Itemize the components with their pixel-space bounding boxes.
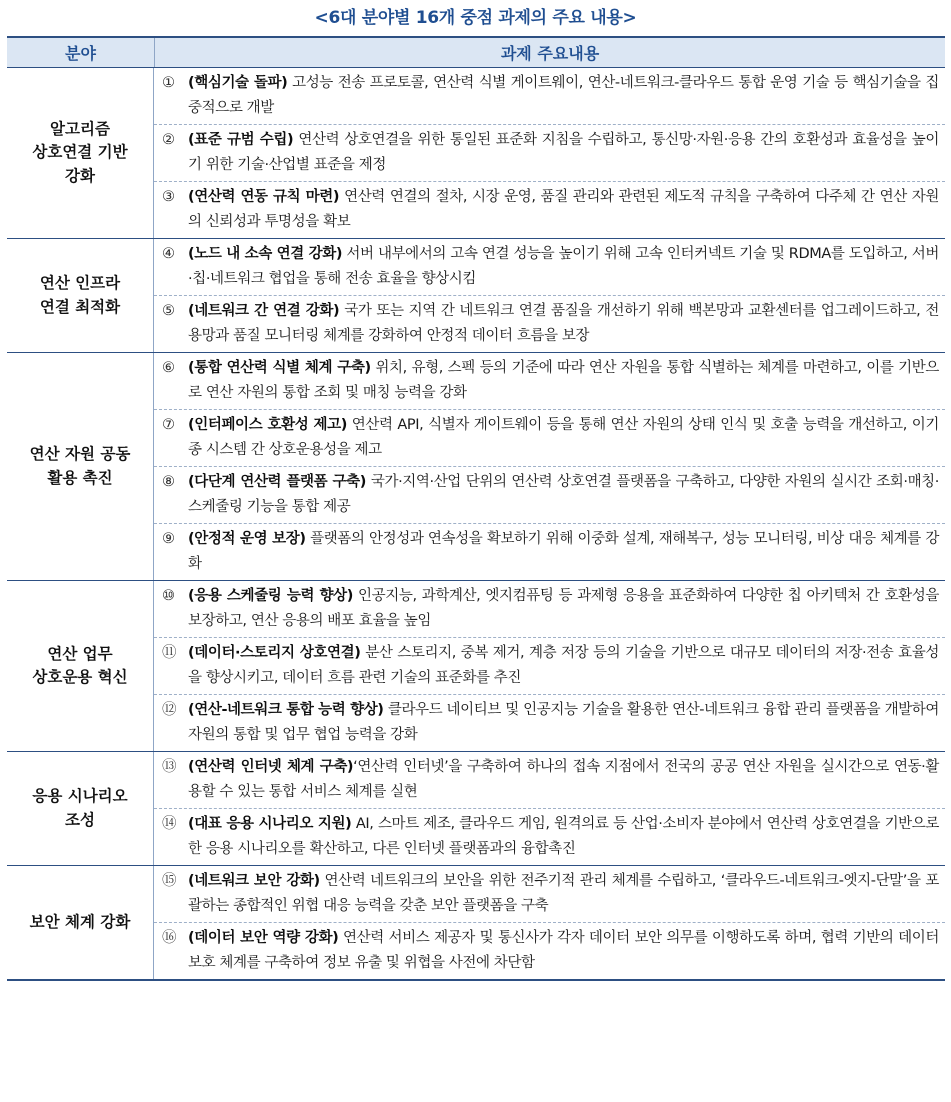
table-header <box>7 38 945 68</box>
task-number: ⑫ <box>162 702 177 718</box>
table-group <box>7 239 945 353</box>
task-text: 연산력 연결의 절차, 시장 운영, 품질 관리와 관련된 제도적 규칙을 구축하여 다주체 간 연산 자원의 신뢰성과 투명성을 확보 <box>188 189 939 230</box>
task-text: 국가 또는 지역 간 네트워크 연결 품질을 개선하기 위해 백본망과 교환센터를 업그레이드하고, 전용망과 품질 모니터링 체계를 강화하여 안정적 데이터 흐름을 보장 <box>188 303 939 344</box>
table-group <box>7 353 945 581</box>
task-item <box>154 638 945 695</box>
task-item <box>154 524 945 580</box>
task-list <box>154 752 945 865</box>
task-item <box>154 68 945 125</box>
task-title: (데이터·스토리지 상호연결) <box>188 645 361 661</box>
task-text: 플랫폼의 안정성과 연속성을 확보하기 위해 이중화 설계, 재해복구, 성능 모니터링, 비상 대응 체계를 강화 <box>188 531 939 572</box>
area-cell: 연산 인프라 연결 최적화 <box>7 239 154 352</box>
task-item <box>154 410 945 467</box>
task-item <box>154 752 945 809</box>
table-group <box>7 752 945 866</box>
task-title: (안정적 운영 보장) <box>188 531 306 547</box>
task-number: ③ <box>162 189 175 205</box>
task-title: (다단계 연산력 플랫폼 구축) <box>188 474 366 490</box>
task-list <box>154 581 945 751</box>
task-text: 연산력 네트워크의 보안을 위한 전주기적 관리 체계를 수립하고, ‘클라우드-네트워크-엣지-단말’을 포괄하는 종합적인 위협 대응 능력을 갖춘 보안 플랫폼을 구축 <box>188 873 939 914</box>
task-number: ⑮ <box>162 873 177 889</box>
task-list <box>154 353 945 580</box>
task-text: 연산력 상호연결을 위한 통일된 표준화 지침을 수립하고, 통신망·자원·응용 간의 호환성과 효율성을 높이기 위한 기술·산업별 표준을 제정 <box>188 132 939 173</box>
area-cell: 연산 업무 상호운용 혁신 <box>7 581 154 751</box>
task-number: ⑨ <box>162 531 175 547</box>
task-number: ⑤ <box>162 303 175 319</box>
task-number: ⑯ <box>162 930 177 946</box>
table-group <box>7 866 945 979</box>
task-number: ① <box>162 75 175 91</box>
task-list <box>154 866 945 979</box>
task-text: 서버 내부에서의 고속 연결 성능을 높이기 위해 고속 인터커넥트 기술 및 RDMA를 도입하고, 서버·칩·네트워크 협업을 통해 전송 효율을 향상시킴 <box>188 246 939 287</box>
task-item <box>154 239 945 296</box>
task-title: (인터페이스 호환성 제고) <box>188 417 347 433</box>
task-number: ② <box>162 132 175 148</box>
task-title: (표준 규범 수립) <box>188 132 294 148</box>
task-number: ⑥ <box>162 360 175 376</box>
area-cell: 응용 시나리오 조성 <box>7 752 154 865</box>
task-text: 인공지능, 과학계산, 엣지컴퓨팅 등 과제형 응용을 표준화하여 다양한 칩 아키텍처 간 호환성을 보장하고, 연산 응용의 배포 효율을 높임 <box>188 588 940 629</box>
task-item <box>154 581 945 638</box>
task-title: (핵심기술 돌파) <box>188 75 288 91</box>
task-item <box>154 695 945 751</box>
task-text: ‘연산력 인터넷’을 구축하여 하나의 접속 지점에서 전국의 공공 연산 자원을 실시간으로 연동·활용할 수 있는 통합 서비스 체계를 실현 <box>188 759 939 800</box>
task-title: (연산-네트워크 통합 능력 향상) <box>188 702 384 718</box>
task-item <box>154 182 945 238</box>
task-number: ④ <box>162 246 175 262</box>
task-number: ⑪ <box>162 645 177 661</box>
task-title: (네트워크 보안 강화) <box>188 873 320 889</box>
task-item <box>154 866 945 923</box>
task-title: (연산력 인터넷 체계 구축) <box>188 759 354 775</box>
task-number: ⑭ <box>162 816 177 832</box>
task-text: 분산 스토리지, 중복 제거, 계층 저장 등의 기술을 기반으로 대규모 데이터의 저장·전송 효율성을 향상시키고, 데이터 흐름 관련 기술의 표준화를 추진 <box>188 645 939 686</box>
task-item <box>154 467 945 524</box>
task-text: 클라우드 네이티브 및 인공지능 기술을 활용한 연산-네트워크 융합 관리 플랫폼을 개발하여 자원의 통합 및 업무 협업 능력을 강화 <box>188 702 939 743</box>
task-text: 연산력 API, 식별자 게이트웨이 등을 통해 연산 자원의 상태 인식 및 호출 능력을 개선하고, 이기종 시스템 간 상호운용성을 제고 <box>188 417 939 458</box>
task-list <box>154 68 945 238</box>
task-title: (네트워크 간 연결 강화) <box>188 303 340 319</box>
task-text: 국가·지역·산업 단위의 연산력 상호연결 플랫폼을 구축하고, 다양한 자원의 실시간 조회·매칭·스케줄링 기능을 통합 제공 <box>188 474 939 515</box>
area-cell: 알고리즘 상호연결 기반 강화 <box>7 68 154 238</box>
task-title: (데이터 보안 역량 강화) <box>188 930 339 946</box>
task-title: (응용 스케줄링 능력 향상) <box>188 588 353 604</box>
task-text: 연산력 서비스 제공자 및 통신사가 각자 데이터 보안 의무를 이행하도록 하며, 협력 기반의 데이터 보호 체계를 구축하여 정보 유출 및 위협을 사전에 차단함 <box>188 930 939 971</box>
table-group <box>7 68 945 239</box>
task-number: ⑦ <box>162 417 175 433</box>
task-title: (연산력 연동 규칙 마련) <box>188 189 340 205</box>
task-item <box>154 296 945 352</box>
task-table <box>7 36 945 981</box>
table-group <box>7 581 945 752</box>
header-content: 과제 주요내용 <box>500 44 600 63</box>
task-number: ⑩ <box>162 588 175 604</box>
task-item <box>154 125 945 182</box>
task-text: 고성능 전송 프로토콜, 연산력 식별 게이트웨이, 연산-네트워크-클라우드 통합 운영 기술 등 핵심기술을 집중적으로 개발 <box>188 75 939 116</box>
task-number: ⑬ <box>162 759 177 775</box>
page-title: <6대 분야별 16개 중점 과제의 주요 내용> <box>314 8 637 28</box>
area-cell: 연산 자원 공동 활용 촉진 <box>7 353 154 580</box>
task-title: (대표 응용 시나리오 지원) <box>188 816 352 832</box>
header-area: 분야 <box>7 38 155 67</box>
task-title: (통합 연산력 식별 체계 구축) <box>188 360 371 376</box>
task-item <box>154 923 945 979</box>
task-text: 위치, 유형, 스펙 등의 기준에 따라 연산 자원을 통합 식별하는 체계를 마련하고, 이를 기반으로 연산 자원의 통합 조회 및 매칭 능력을 강화 <box>188 360 939 401</box>
task-title: (노드 내 소속 연결 강화) <box>188 246 343 262</box>
task-text: AI, 스마트 제조, 클라우드 게임, 원격의료 등 산업·소비자 분야에서 연산력 상호연결을 기반으로 한 응용 시나리오를 확산하고, 다른 인터넷 플랫폼과의 융합촉진 <box>188 816 940 857</box>
task-item <box>154 809 945 865</box>
task-item <box>154 353 945 410</box>
area-cell: 보안 체계 강화 <box>7 866 154 979</box>
task-list <box>154 239 945 352</box>
task-number: ⑧ <box>162 474 175 490</box>
